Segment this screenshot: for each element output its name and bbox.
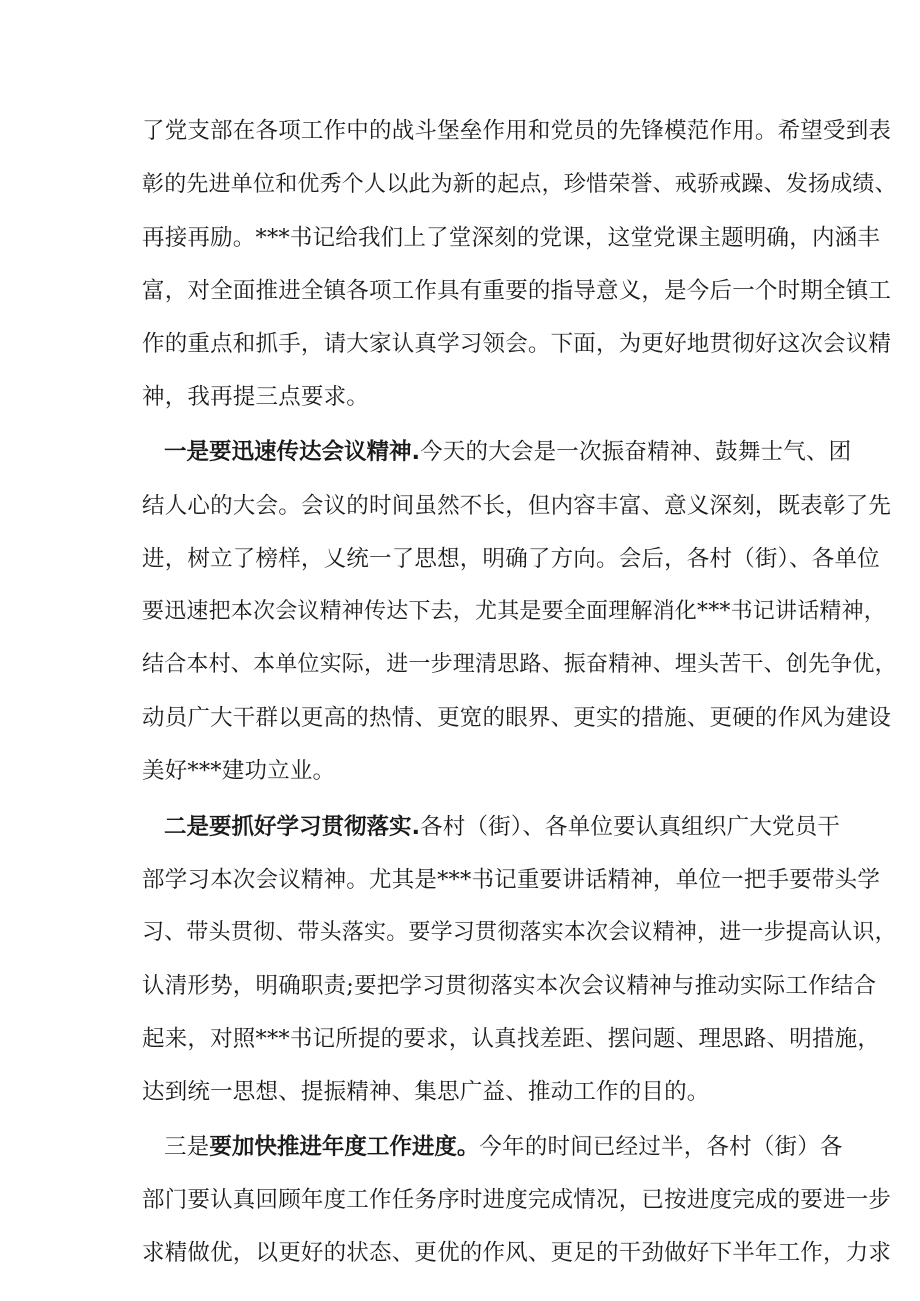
text-run: 各村（街）、各单位要认真组织广大党员干 bbox=[420, 814, 841, 840]
text-line: 认清形势，明确职责;要把学习贯彻落实本次会议精神与推动实际工作结合 bbox=[142, 973, 877, 999]
paragraph-first-line bbox=[164, 437, 852, 467]
text-line: 习、带头贯彻、带头落实。要学习贯彻落实本次会议精神，进一步提高认识， bbox=[142, 920, 897, 945]
text-line: 结人心的大会。会议的时间虽然不长，但内容丰富、意义深刻，既表彰了先 bbox=[142, 493, 892, 519]
section-heading-1: 一是要迅速传达会议精神. bbox=[164, 439, 421, 465]
text-line: 达到统一思想、提振精神、集思广益、推动工作的目的。 bbox=[142, 1079, 710, 1105]
text-line: 再接再励。***书记给我们上了堂深刻的党课，这堂党课主题明确，内涵丰 bbox=[142, 225, 881, 251]
text-line: 作的重点和抓手，请大家认真学习领会。下面，为更好地贯彻好这次会议精 bbox=[142, 331, 892, 357]
text-line: 富，对全面推进全镇各项工作具有重要的指导意义，是今后一个时期全镇工 bbox=[142, 278, 892, 304]
text-run: 三是 bbox=[164, 1134, 210, 1160]
paragraph-first-line bbox=[164, 1132, 843, 1162]
text-line: 求精做优，以更好的状态、更优的作风、更足的干劲做好下半年工作，力求 bbox=[142, 1240, 892, 1266]
section-heading-2: 二是要抓好学习贯彻落实. bbox=[164, 814, 421, 840]
text-line: 动员广大干群以更高的热情、更宽的眼界、更实的措施、更硬的作风为建设 bbox=[142, 705, 892, 731]
paragraph-first-line bbox=[164, 812, 841, 842]
text-line: 神，我再提三点要求。 bbox=[142, 384, 370, 410]
text-run: 今年的时间已经过半，各村（街）各 bbox=[479, 1134, 843, 1160]
text-line: 彰的先进单位和优秀个人以此为新的起点，珍惜荣誉、戒骄戒躁、发扬成绩、 bbox=[142, 172, 897, 197]
text-run: 今天的大会是一次振奋精神、鼓舞士气、团 bbox=[420, 439, 852, 465]
text-line: 要迅速把本次会议精神传达下去，尤其是要全面理解消化***书记讲话精神， bbox=[142, 599, 887, 624]
text-line: 结合本村、本单位实际，进一步理清思路、振奋精神、埋头苦干、创先争优， bbox=[142, 652, 897, 677]
text-line: 起来，对照***书记所提的要求，认真找差距、摆问题、理思路、明措施， bbox=[142, 1026, 881, 1052]
section-heading-3: 要加快推进年度工作进度。 bbox=[209, 1134, 480, 1160]
text-line: 部门要认真回顾年度工作任务序时进度完成情况，已按进度完成的要进一步 bbox=[142, 1187, 892, 1213]
text-line: 了党支部在各项工作中的战斗堡垒作用和党员的先锋模范作用。希望受到表 bbox=[142, 118, 892, 144]
text-line: 进，树立了榜样，乂统一了思想，明确了方向。会后，各村（街）、各单位 bbox=[142, 546, 880, 572]
text-line: 部学习本次会议精神。尤其是***书记重要讲话精神，单位一把手要带头学 bbox=[142, 867, 881, 893]
text-line: 美好***建功立业。 bbox=[142, 758, 336, 784]
